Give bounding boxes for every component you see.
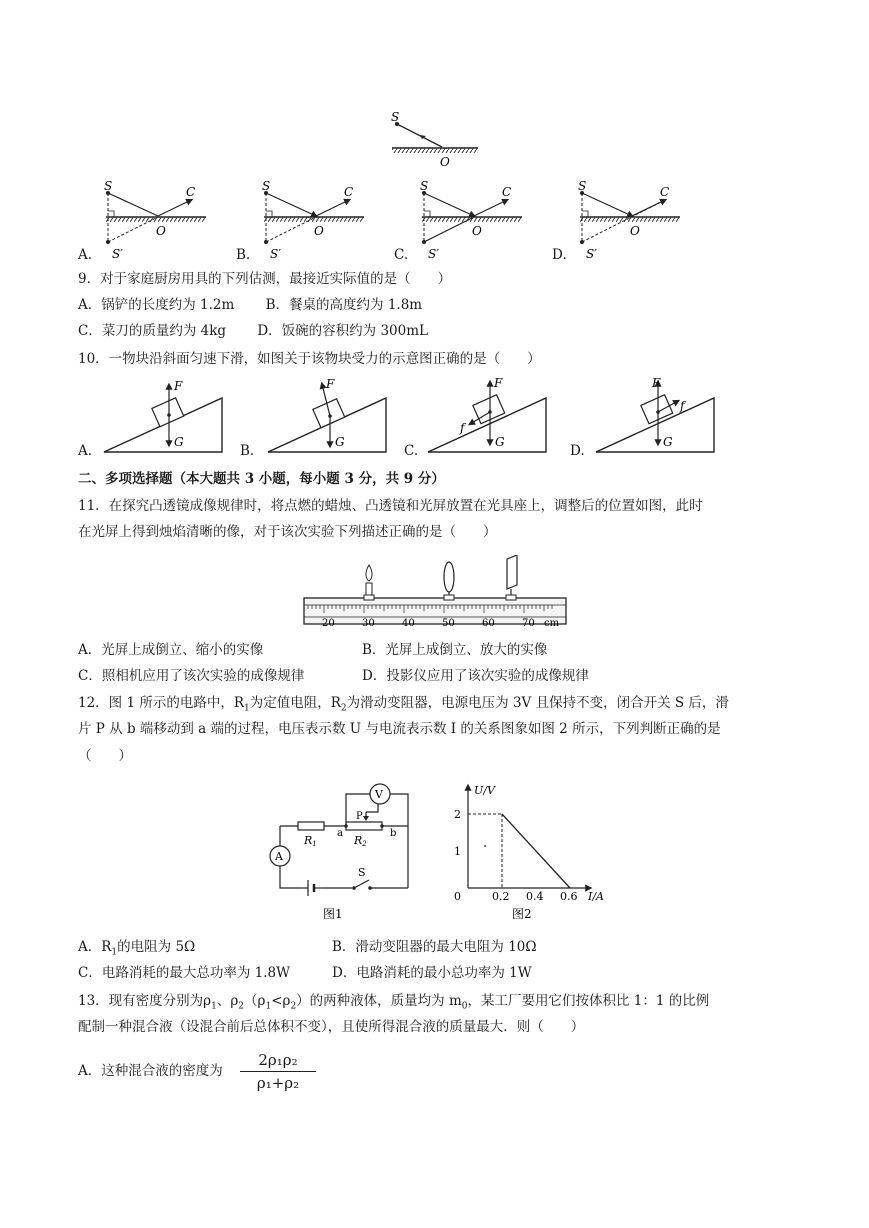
- q10-letter-d: D.: [570, 443, 585, 459]
- graph-line: [502, 814, 570, 888]
- r2-label: R2: [354, 834, 367, 848]
- q10-option-c: [428, 376, 546, 452]
- graph-xtick-0.4: 0.4: [526, 890, 544, 903]
- q9-options-line2: C．菜刀的质量约为 4kg D．饭碗的容积约为 300mL: [78, 323, 428, 339]
- svg-text:C: C: [660, 185, 670, 199]
- q12-stem-line2: 片 P 从 b 端移动到 a 端的过程，电压表示数 U 与电流表示数 I 的关系图象如图 2 所示，下列判断正确的是: [78, 721, 721, 737]
- svg-text:G: G: [495, 435, 505, 449]
- q12-stem-line3: （ ）: [78, 748, 132, 764]
- ammeter-label: A: [275, 850, 283, 863]
- terminal-a: a: [337, 828, 343, 839]
- ruler-tick-40: 40: [402, 618, 415, 629]
- svg-text:F: F: [494, 376, 503, 390]
- rheostat-r2: [346, 822, 382, 830]
- svg-text:S′: S′: [428, 247, 439, 261]
- graph-origin: 0: [454, 890, 461, 903]
- q8-option-c: [420, 179, 522, 261]
- slider-label: P: [356, 811, 363, 822]
- q11-option-d: D．投影仪应用了该次实验的成像规律: [362, 668, 589, 684]
- q10-letter-a: A.: [78, 443, 93, 459]
- svg-text:S′: S′: [270, 247, 281, 261]
- convex-lens: [444, 562, 454, 600]
- graph-xtick-0.2: 0.2: [492, 890, 510, 903]
- graph-ytick-1: 1: [454, 845, 461, 858]
- fraction-denominator: ρ₁+ρ₂: [256, 1074, 300, 1092]
- fraction-bar: [240, 1071, 316, 1072]
- svg-text:G: G: [663, 435, 673, 449]
- voltmeter-label: V: [375, 788, 383, 801]
- q10-figures: [0, 370, 869, 460]
- q11-stem-line2: 在光屏上得到烛焰清晰的像，对于该次实验下列描述正确的是（ ）: [78, 524, 497, 540]
- svg-text:G: G: [174, 435, 184, 449]
- q12-option-a: A．$R_1$的电阻为 5Ω: [78, 939, 196, 958]
- q11-stem-line1: 11．在探究凸透镜成像规律时，将点燃的蜡烛、凸透镜和光屏放置在光具座上，调整后的位置如图，此时: [78, 498, 703, 514]
- ruler-tick-50: 50: [442, 618, 455, 629]
- q12-option-c: C．电路消耗的最大总功率为 1.8W: [78, 965, 290, 981]
- ruler-unit: cm: [544, 618, 560, 629]
- q11-optical-bench: [300, 555, 570, 630]
- svg-text:F: F: [326, 377, 335, 391]
- q8-option-b: [262, 179, 364, 261]
- fig2-caption: 图2: [512, 907, 532, 921]
- q8-letter-a: A.: [78, 247, 93, 263]
- svg-text:C: C: [344, 185, 354, 199]
- q8-option-d: [578, 179, 680, 261]
- q9-stem: 9．对于家庭厨房用具的下列估测，最接近实际值的是（ ）: [78, 271, 452, 287]
- svg-text:f: f: [460, 421, 465, 435]
- q8-letter-d: D.: [552, 247, 567, 263]
- q11-option-b: B．光屏上成倒立、放大的实像: [362, 642, 548, 658]
- q10-letter-c: C.: [404, 443, 419, 459]
- q8-top-O: O: [440, 155, 450, 169]
- q12-option-d: D．电路消耗的最小总功率为 1W: [332, 965, 532, 981]
- svg-text:S: S: [262, 179, 271, 193]
- ruler-tick-30: 30: [362, 618, 375, 629]
- q13-option-a-fraction: [240, 1050, 316, 1093]
- svg-text:F: F: [174, 379, 183, 393]
- svg-text:O: O: [630, 224, 640, 238]
- graph-xlabel: I/A: [588, 890, 604, 903]
- ruler-tick-70: 70: [522, 618, 535, 629]
- q11-option-a: A．光屏上成倒立、缩小的实像: [78, 642, 264, 658]
- svg-text:G: G: [335, 435, 345, 449]
- svg-text:S′: S′: [586, 247, 597, 261]
- svg-text:O: O: [314, 224, 324, 238]
- q12-stem-line1: 12．图 1 所示的电路中，$R_1$为定值电阻，$R_2$为滑动变阻器，电源电压为 3V 且保持不变，闭合开关 S 后，滑: [78, 695, 729, 714]
- r1-label: R1: [304, 834, 317, 848]
- q13-option-a-text: A．这种混合液的密度为: [78, 1063, 223, 1079]
- q11-option-c: C．照相机应用了该次实验的成像规律: [78, 668, 305, 684]
- q10-option-d: [596, 376, 714, 452]
- svg-text:O: O: [156, 224, 166, 238]
- svg-text:S′: S′: [112, 247, 123, 261]
- svg-text:S: S: [578, 179, 587, 193]
- q8-option-a: [104, 179, 206, 261]
- svg-text:S: S: [420, 179, 429, 193]
- q8-figures: [0, 0, 869, 270]
- svg-text:O: O: [472, 224, 482, 238]
- candle: [364, 565, 374, 600]
- svg-text:f: f: [680, 399, 685, 413]
- switch-label: S: [358, 866, 366, 879]
- graph-ytick-2: 2: [454, 808, 461, 821]
- q8-letter-b: B.: [236, 247, 251, 263]
- q10-option-b: [268, 377, 386, 452]
- light-screen: [506, 555, 517, 600]
- q8-top-S: S: [391, 110, 400, 124]
- terminal-b: b: [390, 828, 397, 839]
- q12-circuit-figure: [260, 778, 430, 926]
- q10-option-a: [104, 379, 222, 452]
- fig1-caption: 图1: [323, 907, 343, 921]
- q10-letter-b: B.: [240, 443, 255, 459]
- q8-top-figure: [391, 110, 478, 169]
- svg-text:S: S: [104, 179, 113, 193]
- graph-ylabel: U/V: [474, 784, 495, 797]
- svg-text:C: C: [186, 185, 196, 199]
- ruler-tick-60: 60: [482, 618, 495, 629]
- q9-options-line1: A．锅铲的长度约为 1.2m B．餐桌的高度约为 1.8m: [78, 297, 423, 313]
- fraction-numerator: 2ρ₁ρ₂: [258, 1051, 298, 1069]
- q12-graph-figure: [440, 778, 610, 926]
- q13-stem-line1: 13．现有密度分别为$\rho_1$、$\rho_2(\rho_1<\rho_2)$的两种液体，质量均为 $m_0$，某工厂要用它们按体积比 1：1 的比例: [78, 993, 710, 1012]
- section2-heading: 二、多项选择题（本大题共 3 小题，每小题 3 分，共 9 分）: [78, 471, 445, 487]
- resistor-r1: [298, 822, 324, 830]
- q10-stem: 10．一物块沿斜面匀速下滑，如图关于该物块受力的示意图正确的是（ ）: [78, 351, 541, 367]
- ruler-tick-20: 20: [322, 618, 335, 629]
- q12-option-b: B．滑动变阻器的最大电阻为 10Ω: [332, 939, 537, 955]
- q13-stem-line2: 配制一种混合液（设混合前后总体积不变），且使所得混合液的质量最大．则（ ）: [78, 1019, 585, 1035]
- svg-text:F: F: [652, 376, 661, 390]
- svg-text:C: C: [502, 185, 512, 199]
- graph-xtick-0.6: 0.6: [560, 890, 578, 903]
- q8-letter-c: C.: [394, 247, 409, 263]
